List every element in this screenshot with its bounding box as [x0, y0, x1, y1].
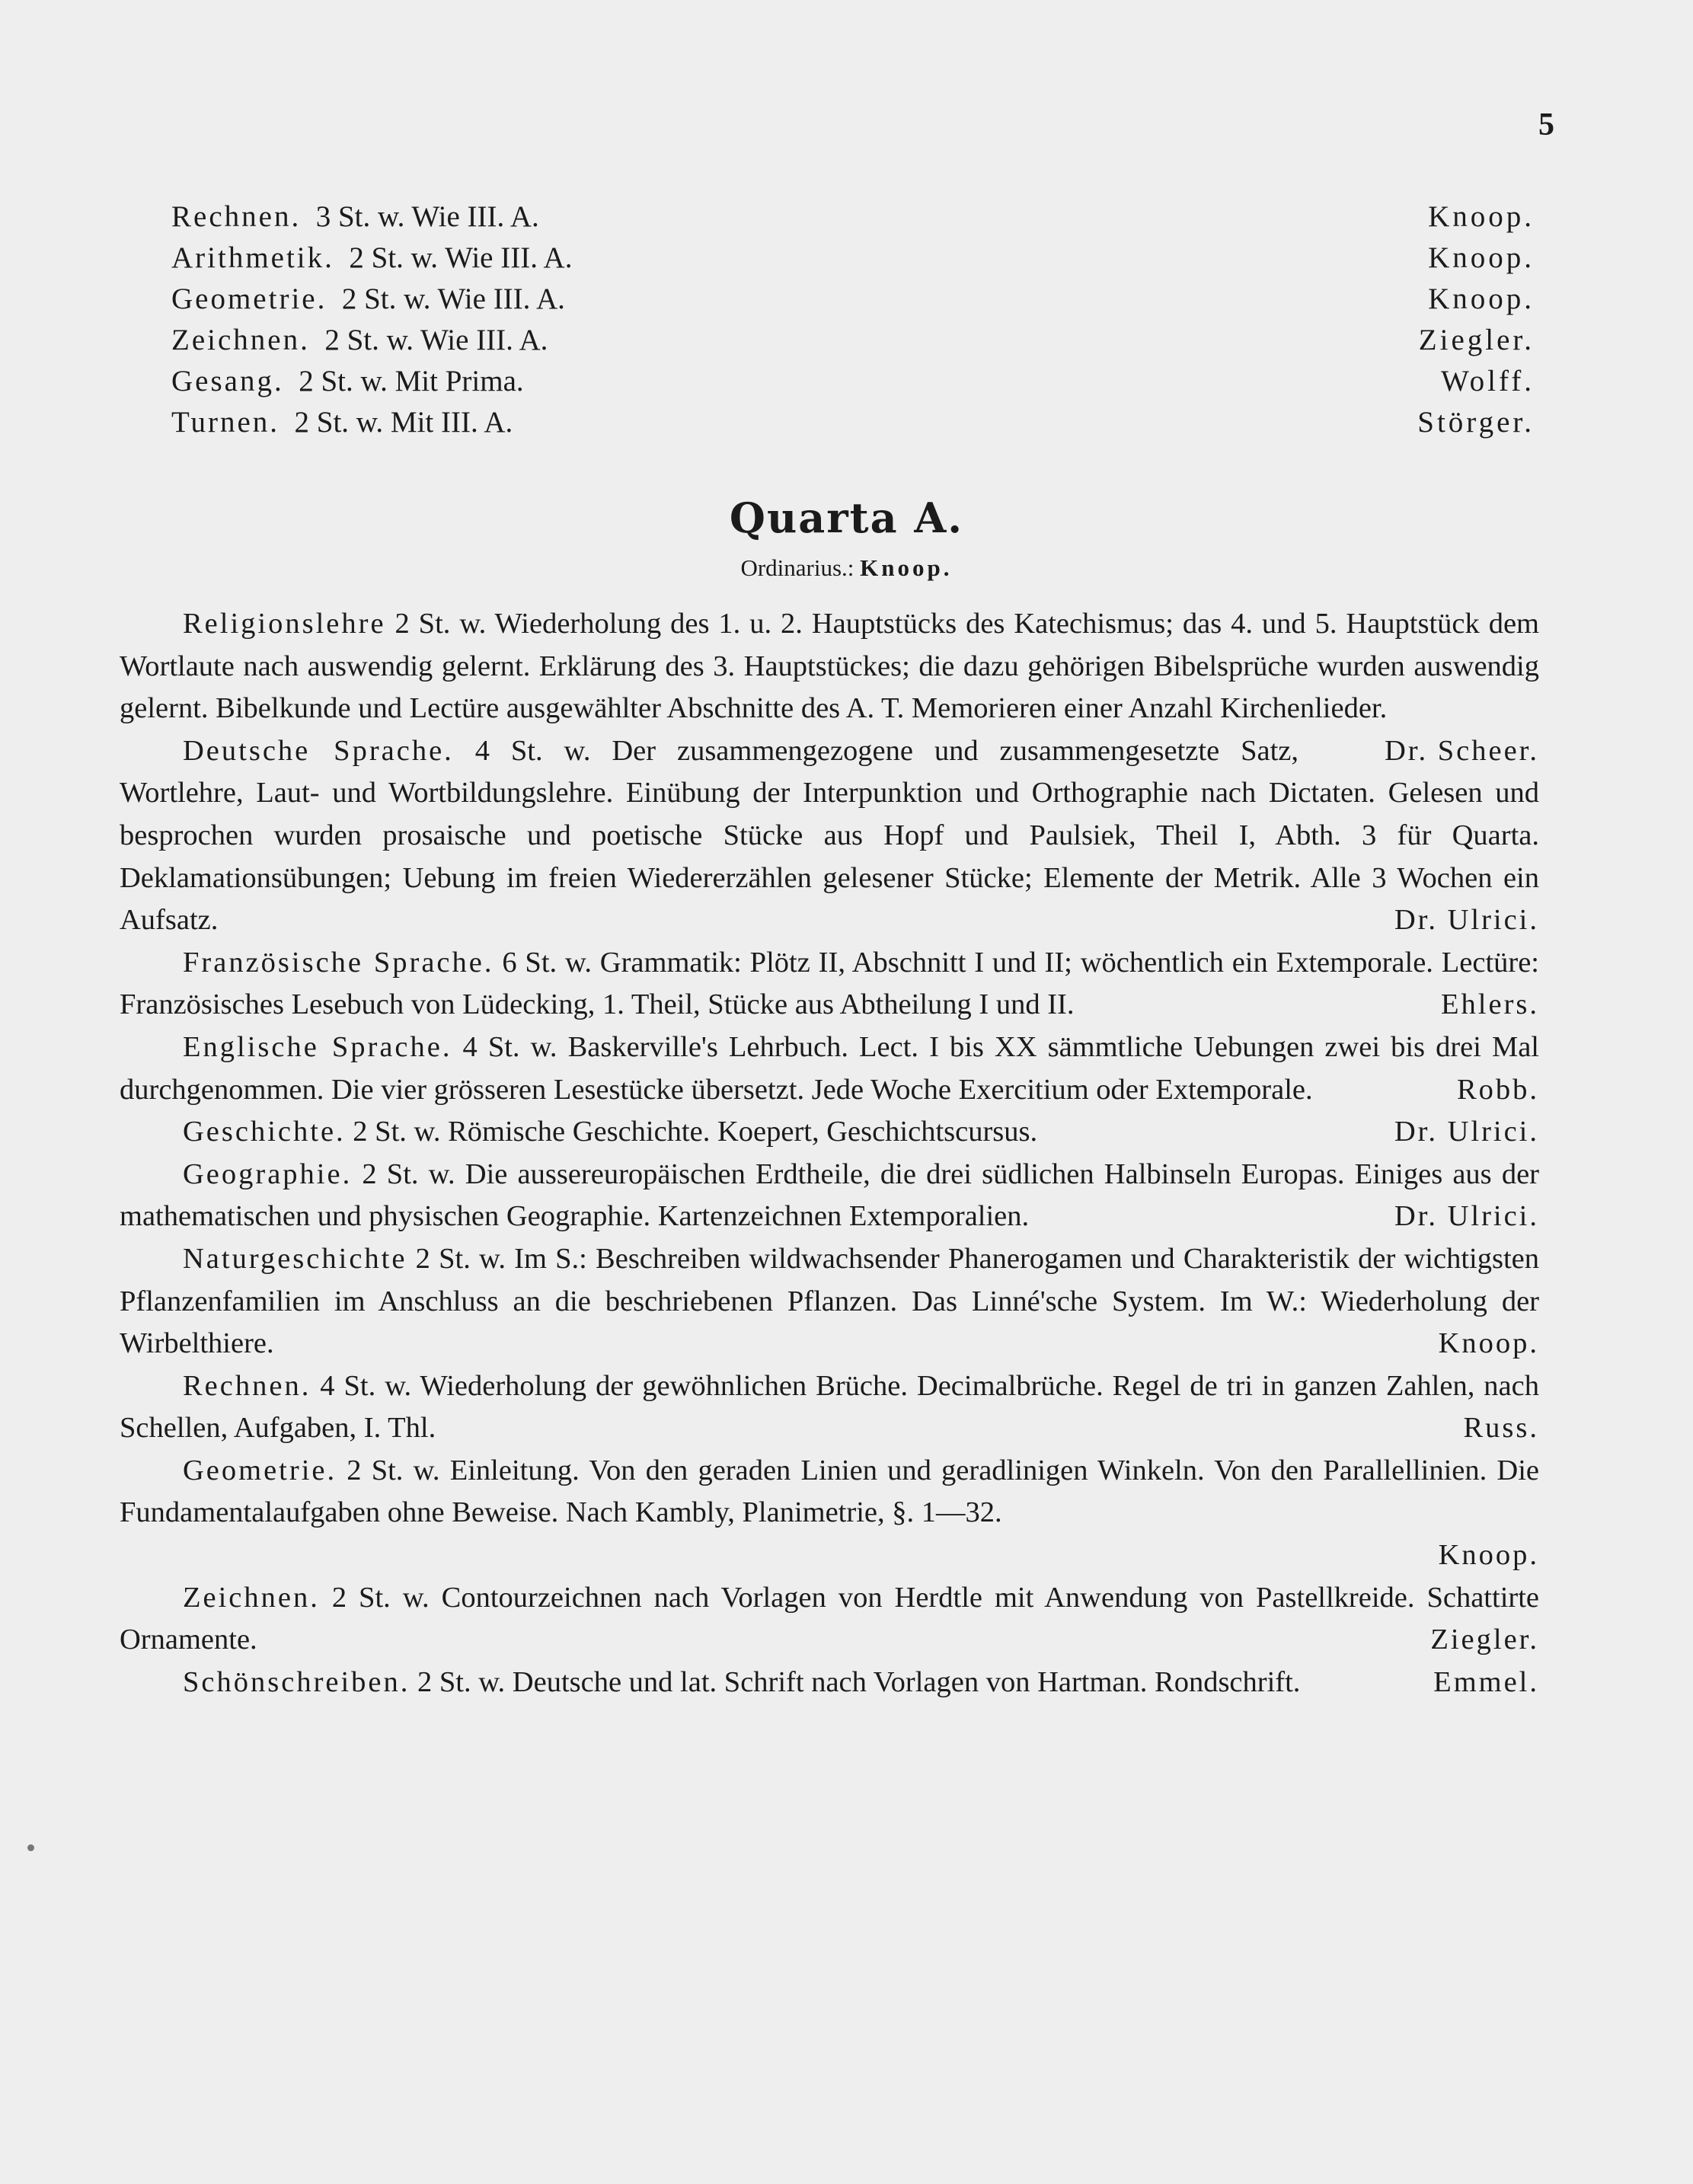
schedule-list: [171, 196, 1535, 443]
course-teacher: Dr. Ulrici.: [1394, 904, 1539, 937]
schedule-teacher: Knoop.: [1428, 200, 1535, 233]
schedule-subject: Rechnen.: [171, 200, 302, 233]
course-teacher: Dr. Scheer.: [1385, 734, 1539, 767]
course-text: 2 St. w. Deutsche und lat. Schrift nach Vorlagen von Hartman. Rondschrift.: [410, 1665, 1301, 1698]
course-paragraph: [120, 1365, 1539, 1450]
course-paragraph: [120, 1154, 1539, 1238]
course-subject: Französische Sprache.: [183, 946, 494, 979]
schedule-teacher: Störger.: [1417, 406, 1535, 439]
course-subject: Deutsche Sprache.: [183, 734, 454, 767]
course-teacher: Dr. Ulrici.: [1394, 1200, 1539, 1233]
ordinarius-name: Knoop.: [860, 554, 953, 581]
course-subject: Geschichte.: [183, 1116, 346, 1148]
schedule-text: 2 St. w. Mit III. A.: [294, 406, 513, 439]
course-paragraph: [120, 942, 1539, 1027]
course-teacher: Robb.: [1456, 1073, 1539, 1106]
course-teacher: Knoop.: [1438, 1327, 1539, 1360]
course-text: 2 St. w. Wiederholung des 1. u. 2. Hauptstücks des Katechismus; das 4. und 5. Hauptstück dem Wortlaute nach auswendig gelernt. Erklärung des 3. Hauptstückes; die dazu gehörigen Bibelsprüche wurden auswendig gelernt. Bibelkunde und Lectüre ausgewählter Abschnitte des A. T. Memorieren einer Anzahl Kirchenlieder.: [120, 608, 1539, 725]
schedule-teacher: Knoop.: [1428, 283, 1535, 315]
course-subject: Geometrie.: [183, 1454, 337, 1486]
schedule-subject: Gesang.: [171, 365, 284, 398]
schedule-text: 3 St. w. Wie III. A.: [315, 200, 539, 233]
schedule-teacher: Ziegler.: [1418, 324, 1535, 356]
course-subject: Geographie.: [183, 1157, 353, 1190]
course-list: [120, 603, 1539, 1703]
course-paragraph: [120, 1577, 1539, 1662]
course-text: 2 St. w. Im S.: Beschreiben wildwachsender Phanerogamen und Charakteristik der wichtigsten Pflanzenfamilien im Anschluss an die beschriebenen Pflanzen. Das Linné'sche System. Im W.: Wiederholung der Wirbelthiere.: [120, 1242, 1539, 1360]
schedule-text: 2 St. w. Wie III. A.: [341, 283, 565, 315]
course-subject: Rechnen.: [183, 1369, 311, 1402]
schedule-row: [171, 361, 1535, 402]
schedule-row: [171, 279, 1535, 320]
course-teacher: Russ.: [1463, 1412, 1539, 1445]
schedule-subject: Zeichnen.: [171, 324, 310, 356]
schedule-text: 2 St. w. Wie III. A.: [324, 324, 548, 356]
course-text: 4 St. w. Wiederholung der gewöhnlichen Brüche. Decimalbrüche. Regel de tri in ganzen Zahlen, nach Schellen, Aufgaben, I. Thl.: [120, 1369, 1539, 1445]
ordinarius-line: [0, 554, 1693, 582]
course-subject: Zeichnen.: [183, 1581, 320, 1614]
course-subject: Englische Sprache.: [183, 1030, 452, 1063]
course-subject: Schönschreiben.: [183, 1665, 410, 1698]
page-number: 5: [1538, 107, 1554, 142]
course-text: 2 St. w. Einleitung. Von den geraden Linien und geradlinigen Winkeln. Von den Parallellinien. Die Fundamentalaufgaben ohne Beweise. Nach Kambly, Planimetrie, §. 1—32.: [120, 1454, 1539, 1529]
margin-speck: [27, 1844, 34, 1851]
schedule-text: 2 St. w. Mit Prima.: [299, 365, 524, 398]
course-teacher: Dr. Ulrici.: [1394, 1116, 1539, 1148]
course-text: 2 St. w. Römische Geschichte. Koepert, Geschichtscursus.: [345, 1116, 1038, 1148]
schedule-row: [171, 238, 1535, 279]
section-heading: Quarta A.: [729, 493, 964, 542]
course-paragraph: [120, 1450, 1539, 1577]
course-teacher: Ehlers.: [1441, 988, 1539, 1021]
course-teacher: Emmel.: [1433, 1665, 1539, 1698]
schedule-teacher: Wolff.: [1440, 365, 1535, 398]
schedule-row: [171, 320, 1535, 361]
schedule-row: [171, 402, 1535, 443]
course-subject: Religionslehre: [183, 608, 386, 640]
course-text: 2 St. w. Contourzeichnen nach Vorlagen von Herdtle mit Anwendung von Pastellkreide. Schattirte Ornamente.: [120, 1581, 1539, 1656]
schedule-subject: Geometrie.: [171, 283, 327, 315]
course-paragraph: [120, 1111, 1539, 1154]
course-paragraph: [120, 1662, 1539, 1704]
schedule-subject: Arithmetik.: [171, 241, 334, 274]
ordinarius-label: Ordinarius.:: [740, 554, 854, 581]
course-text: 2 St. w. Die aussereuropäischen Erdtheile, die drei südlichen Halbinseln Europas. Einiges aus der mathematischen und physischen Geographie. Kartenzeichnen Extemporalien.: [120, 1157, 1539, 1233]
course-teacher: Knoop.: [1438, 1539, 1539, 1572]
course-paragraph: [120, 730, 1539, 942]
course-teacher: Ziegler.: [1430, 1624, 1539, 1656]
schedule-subject: Turnen.: [171, 406, 280, 439]
course-text: 4 St. w. Der zusammengezogene und zusammengesetzte Satz, Wortlehre, Laut- und Wortbildungslehre. Einübung der Interpunktion und Orthographie nach Dictaten. Gelesen und besprochen wurden prosaische und poetische Stücke aus Hopf und Paulsiek, Theil I, Abth. 3 für Quarta. Deklamationsübungen; Uebung im freien Wiedererzählen gelesener Stücke; Elemente der Metrik. Alle 3 Wochen ein Aufsatz.: [120, 734, 1539, 937]
schedule-text: 2 St. w. Wie III. A.: [349, 241, 573, 274]
course-paragraph: [120, 1238, 1539, 1365]
course-text: 4 St. w. Baskerville's Lehrbuch. Lect. I bis XX sämmtliche Uebungen zwei bis drei Mal durchgenommen. Die vier grösseren Lesestücke übersetzt. Jede Woche Exercitium oder Extemporale.: [120, 1030, 1539, 1106]
course-subject: Naturgeschichte: [183, 1242, 407, 1275]
course-paragraph: [120, 1027, 1539, 1111]
schedule-row: [171, 196, 1535, 238]
schedule-teacher: Knoop.: [1428, 241, 1535, 274]
course-text: 6 St. w. Grammatik: Plötz II, Abschnitt I und II; wöchentlich ein Extemporale. Lectüre: Französisches Lesebuch von Lüdecking, 1. Theil, Stücke aus Abtheilung I und II.: [120, 946, 1540, 1021]
